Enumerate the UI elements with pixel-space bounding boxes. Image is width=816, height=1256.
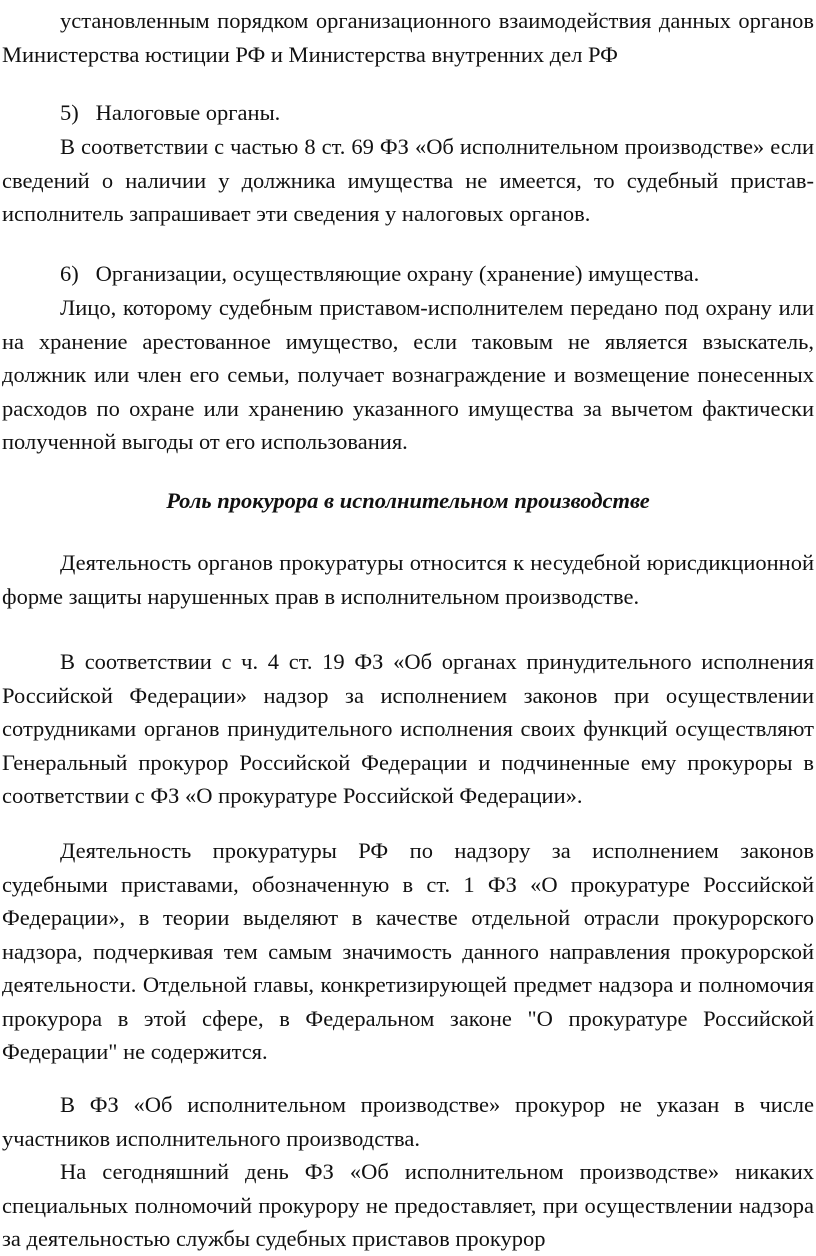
list-item-tax-authorities	[60, 96, 810, 130]
list-number: 6)	[60, 261, 79, 286]
list-item-text: Организации, осуществляющие охрану (хранение) имущества.	[95, 261, 700, 286]
paragraph-prosecutor-supervision: Деятельность прокуратуры РФ по надзору за исполнением законов судебными приставами, обозначенную в ст. 1 ФЗ «О прокуратуре Российской Федерации», в теории выделяют в качестве отдельной отрасли прокурорского надзора, подчеркивая тем самым значимость данного направления прокурорской деятельности. Отдельной главы, конкретизирующей предмет надзора и полномочия прокурора в этой сфере, в Федеральном законе "О прокуратуре Российской Федерации" не содержится.	[2, 838, 814, 1064]
paragraph-tax-info: В соответствии с частью 8 ст. 69 ФЗ «Об исполнительном производстве» если сведений о наличии у должника имущества не имеется, то судебный пристав-исполнитель запрашивает эти сведения у налоговых органов.	[2, 134, 814, 226]
paragraph-prosecution-activity: Деятельность органов прокуратуры относится к несудебной юрисдикционной форме защиты нарушенных прав в исполнительном производстве.	[2, 550, 814, 609]
list-number: 5)	[60, 100, 79, 125]
paragraph-supervision-law: В соответствии с ч. 4 ст. 19 ФЗ «Об органах принудительного исполнения Российской Федерации» надзор за исполнением законов при осуществлении сотрудниками органов принудительного исполнения своих функций осуществляют Генеральный прокурор Российской Федерации и подчиненные ему прокуроры в соответствии с ФЗ «О прокуратуре Российской Федерации».	[2, 649, 814, 808]
paragraph-custodian-reward: Лицо, которому судебным приставом-исполнителем передано под охрану или на хранение арестованное имущество, если таковым не является взыскатель, должник или член его семьи, получает вознаграждение и возмещение понесенных расходов по охране или хранению указанного имущества за вычетом фактически полученной выгоды от его использования.	[2, 295, 814, 454]
paragraph-participants: В ФЗ «Об исполнительном производстве» прокурор не указан в числе участников исполнительного производства.	[2, 1092, 814, 1151]
list-item-storage-organizations	[60, 257, 810, 291]
list-item-text: Налоговые органы.	[95, 100, 281, 125]
paragraph-no-special-powers: На сегодняшний день ФЗ «Об исполнительном производстве» никаких специальных полномочий прокурору не предоставляет, при осуществлении надзора за деятельностью службы судебных приставов прокурор	[2, 1159, 814, 1251]
paragraph-interaction-order: установленным порядком организационного взаимодействия данных органов Министерства юстиции РФ и Министерства внутренних дел РФ	[2, 8, 814, 67]
section-heading: Роль прокурора в исполнительном производстве	[166, 488, 650, 513]
